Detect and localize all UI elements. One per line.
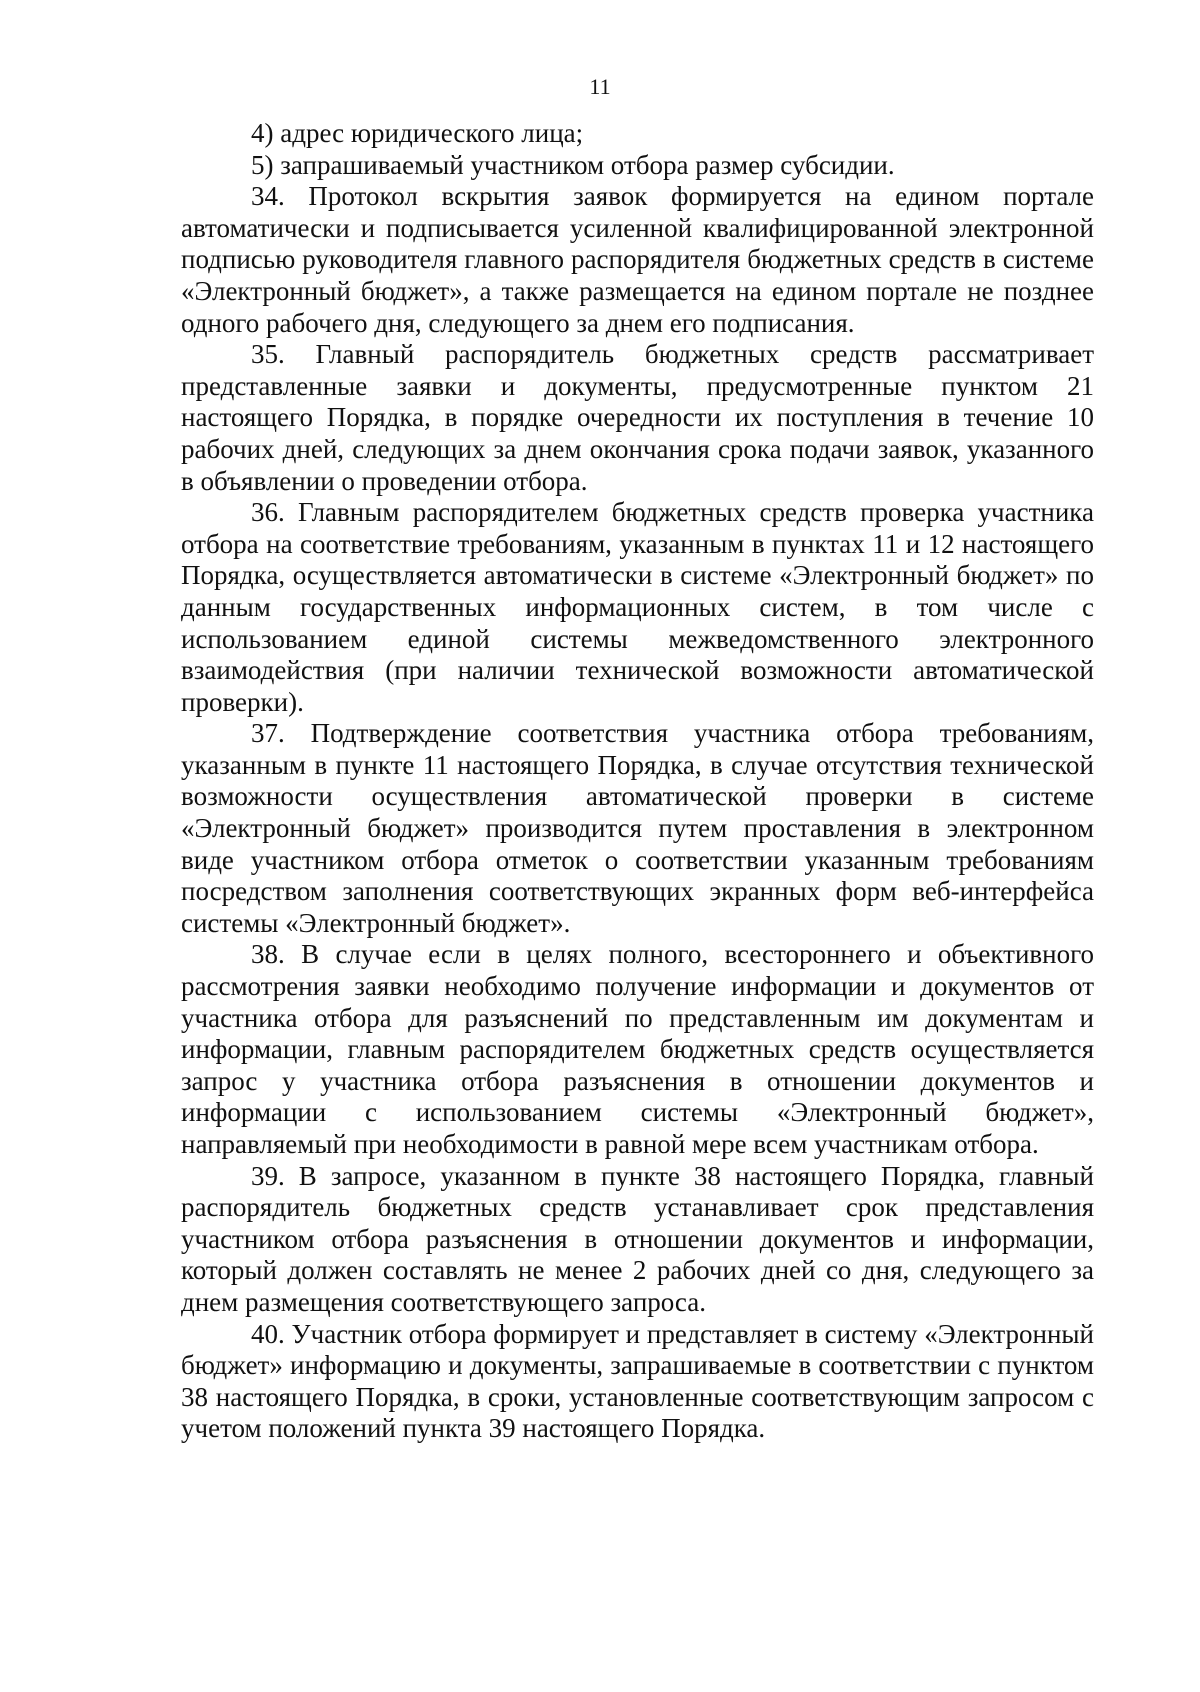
paragraph-35: 35. Главный распорядитель бюджетных средств рассматривает представленные заявки и документы, предусмотренные пунктом 21 настоящего Порядка, в порядке очередности их поступления в течение 10 рабочих дней, следующих за днем окончания срока подачи заявок, указанного в объявлении о проведении отбора.	[181, 339, 1094, 496]
list-item-5: 5) запрашиваемый участником отбора размер субсидии.	[251, 149, 895, 180]
paragraph-34: 34. Протокол вскрытия заявок формируется на едином портале автоматически и подписывается усиленной квалифицированной электронной подписью руководителя главного распорядителя бюджетных средств в системе «Электронный бюджет», а также размещается на едином портале не позднее одного рабочего дня, следующего за днем его подписания.	[181, 181, 1094, 338]
paragraph-40: 40. Участник отбора формирует и представляет в систему «Электронный бюджет» информацию и документы, запрашиваемые в соответствии с пунктом 38 настоящего Порядка, в сроки, установленные соответствующим запросом с учетом положений пункта 39 настоящего Порядка.	[181, 1318, 1094, 1444]
paragraph-37: 37. Подтверждение соответствия участника отбора требованиям, указанным в пункте 11 настоящего Порядка, в случае отсутствия технической возможности осуществления автоматической проверки в системе «Электронный бюджет» производится путем проставления в электронном виде участником отбора отметок о соответствии указанным требованиям посредством заполнения соответствующих экранных форм веб-интерфейса системы «Электронный бюджет».	[181, 718, 1094, 938]
page-number: 11	[589, 74, 611, 99]
list-item-4: 4) адрес юридического лица;	[251, 118, 584, 148]
paragraph-36: 36. Главным распорядителем бюджетных средств проверка участника отбора на соответствие требованиям, указанным в пунктах 11 и 12 настоящего Порядка, осуществляется автоматически в системе «Электронный бюджет» по данным государственных информационных систем, в том числе с использованием единой системы межведомственного электронного взаимодействия (при наличии технической возможности автоматической проверки).	[181, 497, 1094, 717]
document-body	[181, 118, 1094, 1445]
paragraph-39: 39. В запросе, указанном в пункте 38 настоящего Порядка, главный распорядитель бюджетных средств устанавливает срок представления участником отбора разъяснения в отношении документов и информации, который должен составлять не менее 2 рабочих дней со дня, следующего за днем размещения соответствующего запроса.	[181, 1160, 1094, 1317]
paragraph-38: 38. В случае если в целях полного, всестороннего и объективного рассмотрения заявки необходимо получение информации и документов от участника отбора для разъяснений по представленным им документам и информации, главным распорядителем бюджетных средств осуществляется запрос у участника отбора разъяснения в отношении документов и информации с использованием системы «Электронный бюджет», направляемый при необходимости в равной мере всем участникам отбора.	[181, 939, 1094, 1159]
